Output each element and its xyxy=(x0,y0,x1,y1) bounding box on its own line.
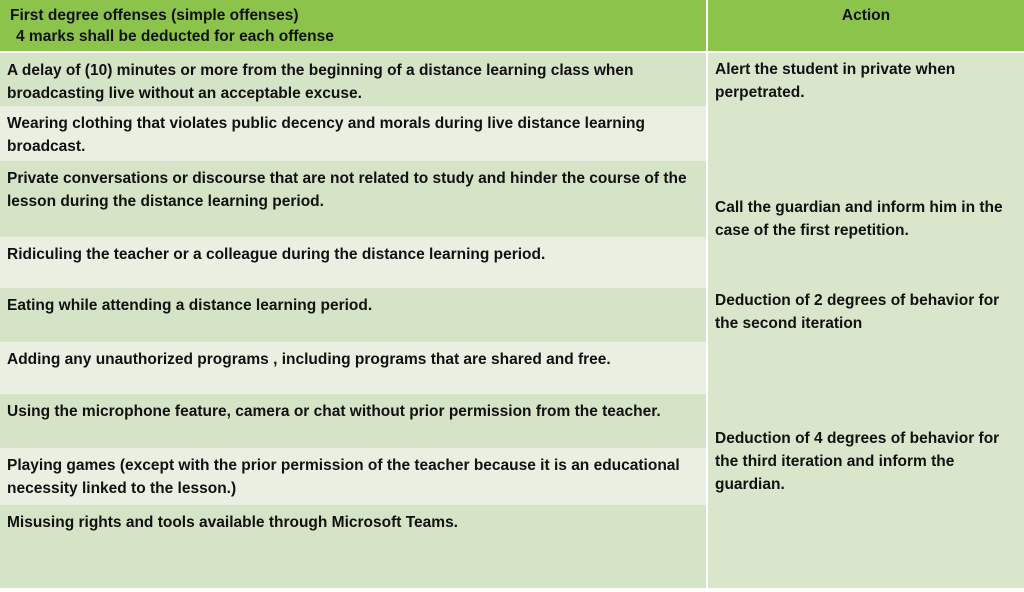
action-header: Action xyxy=(708,0,1024,51)
offenses-header xyxy=(0,0,706,51)
offense-row-4: Ridiculing the teacher or a colleague during the distance learning period. xyxy=(0,237,706,288)
action-deduct-4: Deduction of 4 degrees of behavior for the third iteration and inform the guardian. xyxy=(715,430,1000,493)
offense-row-8: Playing games (except with the prior permission of the teacher because it is an educational necessity linked to the lesson.) xyxy=(0,448,706,505)
offense-row-5: Eating while attending a distance learning period. xyxy=(0,288,706,342)
offense-row-3: Private conversations or discourse that are not related to study and hinder the course of the lesson during the distance learning period. xyxy=(0,161,706,237)
bottom-divider xyxy=(0,588,1024,592)
action-deduct-2: Deduction of 2 degrees of behavior for the second iteration xyxy=(715,292,1000,332)
action-alert-student: Alert the student in private when perpetrated. xyxy=(715,61,956,101)
offense-row-9: Misusing rights and tools available through Microsoft Teams. xyxy=(0,505,706,588)
offenses-header-title: First degree offenses (simple offenses) xyxy=(10,7,299,24)
offense-row-6: Adding any unauthorized programs , including programs that are shared and free. xyxy=(0,342,706,394)
action-column xyxy=(708,53,1024,588)
action-call-guardian: Call the guardian and inform him in the case of the first repetition. xyxy=(715,199,1003,239)
offense-row-1: A delay of (10) minutes or more from the beginning of a distance learning class when broadcasting live without an acceptable excuse. xyxy=(0,53,706,106)
offense-row-2: Wearing clothing that violates public decency and morals during live distance learning broadcast. xyxy=(0,106,706,161)
offenses-header-subtitle: 4 marks shall be deducted for each offense xyxy=(16,28,334,45)
offense-row-7: Using the microphone feature, camera or chat without prior permission from the teacher. xyxy=(0,394,706,448)
